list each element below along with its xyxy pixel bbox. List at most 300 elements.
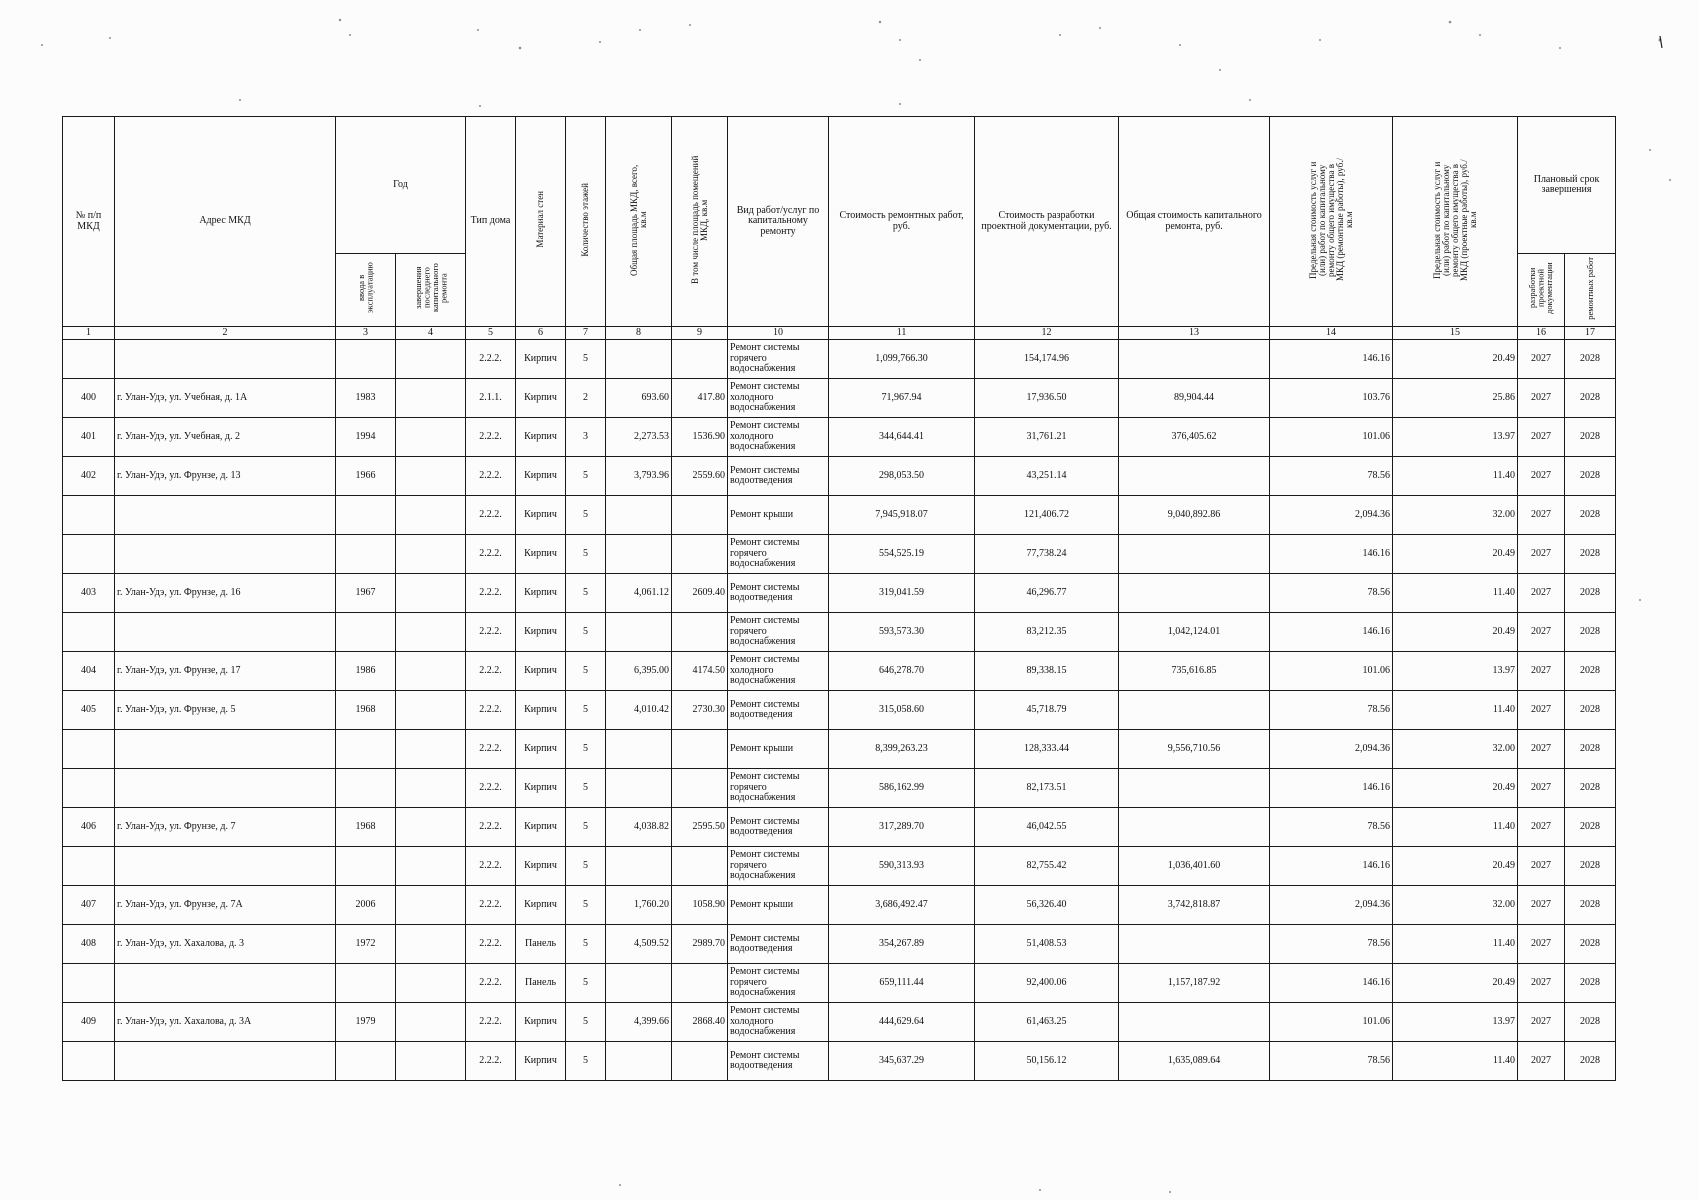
column-number: 13 <box>1119 327 1270 340</box>
house-type-cell: 2.2.2. <box>466 1042 516 1081</box>
living-area-cell: 1536.90 <box>672 418 728 457</box>
repair-cost-cell: 354,267.89 <box>829 925 975 964</box>
house-type-cell: 2.2.2. <box>466 808 516 847</box>
table-row <box>63 1042 1616 1081</box>
year-commission-cell <box>336 847 396 886</box>
header-year-last-repair <box>396 254 466 327</box>
design-cost-cell: 45,718.79 <box>975 691 1119 730</box>
repair-cost-cell: 590,313.93 <box>829 847 975 886</box>
floors-cell: 5 <box>566 652 606 691</box>
total-area-cell <box>606 613 672 652</box>
header-year: Год <box>336 117 466 254</box>
deadline-design-cell: 2027 <box>1518 496 1565 535</box>
limit-repair-cell: 146.16 <box>1270 769 1393 808</box>
deadline-design-cell: 2027 <box>1518 535 1565 574</box>
floors-cell: 5 <box>566 730 606 769</box>
living-area-cell <box>672 613 728 652</box>
limit-repair-cell: 2,094.36 <box>1270 730 1393 769</box>
total-area-cell: 693.60 <box>606 379 672 418</box>
year-commission-cell: 1968 <box>336 691 396 730</box>
deadline-works-cell: 2028 <box>1565 847 1616 886</box>
capital-repair-table <box>62 116 1616 1081</box>
year-last-repair-cell <box>396 418 466 457</box>
limit-repair-cell: 101.06 <box>1270 652 1393 691</box>
deadline-design-cell: 2027 <box>1518 613 1565 652</box>
deadline-design-cell: 2027 <box>1518 379 1565 418</box>
header-deadline: Плановый срок завершения <box>1518 117 1616 254</box>
repair-cost-cell: 554,525.19 <box>829 535 975 574</box>
total-area-cell <box>606 730 672 769</box>
year-commission-cell: 1968 <box>336 808 396 847</box>
floors-cell: 5 <box>566 769 606 808</box>
year-commission-cell: 1967 <box>336 574 396 613</box>
work-type-cell: Ремонт крыши <box>728 730 829 769</box>
address-cell: г. Улан-Удэ, ул. Учебная, д. 2 <box>115 418 336 457</box>
table-row <box>63 964 1616 1003</box>
deadline-works-cell: 2028 <box>1565 496 1616 535</box>
column-number: 1 <box>63 327 115 340</box>
work-type-cell: Ремонт системы холодного водоснабжения <box>728 379 829 418</box>
limit-design-cell: 11.40 <box>1393 925 1518 964</box>
house-type-cell: 2.2.2. <box>466 340 516 379</box>
total-cost-cell <box>1119 691 1270 730</box>
floors-cell: 5 <box>566 574 606 613</box>
limit-repair-cell: 78.56 <box>1270 1042 1393 1081</box>
repair-cost-cell: 1,099,766.30 <box>829 340 975 379</box>
floors-cell: 5 <box>566 964 606 1003</box>
floors-cell: 5 <box>566 1003 606 1042</box>
total-area-cell: 4,509.52 <box>606 925 672 964</box>
row-number <box>63 340 115 379</box>
living-area-cell <box>672 730 728 769</box>
wall-material-cell: Кирпич <box>516 418 566 457</box>
repair-cost-cell: 344,644.41 <box>829 418 975 457</box>
year-commission-cell <box>336 340 396 379</box>
total-cost-cell: 89,904.44 <box>1119 379 1270 418</box>
work-type-cell: Ремонт крыши <box>728 496 829 535</box>
limit-design-cell: 11.40 <box>1393 457 1518 496</box>
column-number: 8 <box>606 327 672 340</box>
house-type-cell: 2.1.1. <box>466 379 516 418</box>
total-cost-cell: 376,405.62 <box>1119 418 1270 457</box>
total-cost-cell <box>1119 808 1270 847</box>
work-type-cell: Ремонт системы водоотведения <box>728 808 829 847</box>
floors-cell: 5 <box>566 535 606 574</box>
limit-repair-cell: 2,094.36 <box>1270 886 1393 925</box>
deadline-works-cell: 2028 <box>1565 964 1616 1003</box>
row-number <box>63 847 115 886</box>
address-cell <box>115 964 336 1003</box>
limit-design-cell: 13.97 <box>1393 652 1518 691</box>
house-type-cell: 2.2.2. <box>466 886 516 925</box>
repair-cost-cell: 7,945,918.07 <box>829 496 975 535</box>
year-commission-cell <box>336 769 396 808</box>
year-commission-cell: 1986 <box>336 652 396 691</box>
header-address: Адрес МКД <box>115 117 336 327</box>
total-cost-cell <box>1119 535 1270 574</box>
house-type-cell: 2.2.2. <box>466 925 516 964</box>
design-cost-cell: 82,755.42 <box>975 847 1119 886</box>
year-commission-cell: 1979 <box>336 1003 396 1042</box>
floors-cell: 5 <box>566 808 606 847</box>
total-cost-cell: 1,157,187.92 <box>1119 964 1270 1003</box>
column-number: 14 <box>1270 327 1393 340</box>
header-deadline-design-text: разработки проектной документации <box>1527 262 1555 315</box>
deadline-design-cell: 2027 <box>1518 652 1565 691</box>
header-wall-material-text: Материал стен <box>535 191 546 249</box>
address-cell <box>115 1042 336 1081</box>
table-row <box>63 613 1616 652</box>
repair-cost-cell: 315,058.60 <box>829 691 975 730</box>
deadline-works-cell: 2028 <box>1565 652 1616 691</box>
total-cost-cell <box>1119 1003 1270 1042</box>
floors-cell: 5 <box>566 340 606 379</box>
floors-cell: 5 <box>566 496 606 535</box>
column-number: 16 <box>1518 327 1565 340</box>
limit-repair-cell: 146.16 <box>1270 847 1393 886</box>
total-cost-cell <box>1119 340 1270 379</box>
repair-cost-cell: 593,573.30 <box>829 613 975 652</box>
deadline-design-cell: 2027 <box>1518 730 1565 769</box>
table-row <box>63 652 1616 691</box>
deadline-design-cell: 2027 <box>1518 340 1565 379</box>
repair-cost-cell: 317,289.70 <box>829 808 975 847</box>
header-no: № п/п МКД <box>63 117 115 327</box>
total-area-cell <box>606 535 672 574</box>
deadline-design-cell: 2027 <box>1518 574 1565 613</box>
address-cell <box>115 496 336 535</box>
house-type-cell: 2.2.2. <box>466 691 516 730</box>
row-number <box>63 964 115 1003</box>
limit-design-cell: 32.00 <box>1393 886 1518 925</box>
limit-design-cell: 20.49 <box>1393 535 1518 574</box>
column-number-row <box>63 327 1616 340</box>
house-type-cell: 2.2.2. <box>466 613 516 652</box>
row-number: 406 <box>63 808 115 847</box>
living-area-cell: 2868.40 <box>672 1003 728 1042</box>
total-area-cell: 1,760.20 <box>606 886 672 925</box>
total-area-cell: 3,793.96 <box>606 457 672 496</box>
total-cost-cell: 735,616.85 <box>1119 652 1270 691</box>
address-cell: г. Улан-Удэ, ул. Фрунзе, д. 17 <box>115 652 336 691</box>
limit-design-cell: 13.97 <box>1393 1003 1518 1042</box>
column-number: 15 <box>1393 327 1518 340</box>
year-last-repair-cell <box>396 886 466 925</box>
year-commission-cell: 1994 <box>336 418 396 457</box>
table-row <box>63 925 1616 964</box>
deadline-works-cell: 2028 <box>1565 1042 1616 1081</box>
row-number: 405 <box>63 691 115 730</box>
year-last-repair-cell <box>396 808 466 847</box>
deadline-design-cell: 2027 <box>1518 1042 1565 1081</box>
floors-cell: 5 <box>566 847 606 886</box>
row-number <box>63 1042 115 1081</box>
limit-design-cell: 32.00 <box>1393 496 1518 535</box>
deadline-design-cell: 2027 <box>1518 964 1565 1003</box>
wall-material-cell: Кирпич <box>516 652 566 691</box>
header-floors <box>566 117 606 327</box>
deadline-works-cell: 2028 <box>1565 418 1616 457</box>
work-type-cell: Ремонт системы холодного водоснабжения <box>728 652 829 691</box>
repair-cost-cell: 3,686,492.47 <box>829 886 975 925</box>
design-cost-cell: 46,296.77 <box>975 574 1119 613</box>
repair-cost-cell: 659,111.44 <box>829 964 975 1003</box>
floors-cell: 5 <box>566 925 606 964</box>
deadline-design-cell: 2027 <box>1518 808 1565 847</box>
wall-material-cell: Кирпич <box>516 691 566 730</box>
table-row <box>63 691 1616 730</box>
table-row <box>63 847 1616 886</box>
table-row <box>63 808 1616 847</box>
design-cost-cell: 89,338.15 <box>975 652 1119 691</box>
row-number: 409 <box>63 1003 115 1042</box>
wall-material-cell: Панель <box>516 925 566 964</box>
repair-cost-cell: 319,041.59 <box>829 574 975 613</box>
header-work-type: Вид работ/услуг по капитальному ремонту <box>728 117 829 327</box>
header-row-main <box>63 117 1616 254</box>
work-type-cell: Ремонт системы горячего водоснабжения <box>728 769 829 808</box>
house-type-cell: 2.2.2. <box>466 418 516 457</box>
row-number <box>63 496 115 535</box>
header-wall-material <box>516 117 566 327</box>
address-cell <box>115 847 336 886</box>
table-row <box>63 418 1616 457</box>
column-number: 10 <box>728 327 829 340</box>
living-area-cell: 2595.50 <box>672 808 728 847</box>
header-year-commission <box>336 254 396 327</box>
work-type-cell: Ремонт системы холодного водоснабжения <box>728 1003 829 1042</box>
total-cost-cell: 3,742,818.87 <box>1119 886 1270 925</box>
year-commission-cell <box>336 1042 396 1081</box>
row-number <box>63 613 115 652</box>
row-number <box>63 535 115 574</box>
year-commission-cell <box>336 535 396 574</box>
limit-design-cell: 20.49 <box>1393 613 1518 652</box>
wall-material-cell: Кирпич <box>516 574 566 613</box>
year-last-repair-cell <box>396 925 466 964</box>
limit-repair-cell: 146.16 <box>1270 613 1393 652</box>
year-commission-cell <box>336 496 396 535</box>
deadline-design-cell: 2027 <box>1518 886 1565 925</box>
house-type-cell: 2.2.2. <box>466 457 516 496</box>
total-cost-cell: 9,556,710.56 <box>1119 730 1270 769</box>
header-deadline-design <box>1518 254 1565 327</box>
living-area-cell: 2989.70 <box>672 925 728 964</box>
address-cell <box>115 769 336 808</box>
address-cell <box>115 730 336 769</box>
design-cost-cell: 77,738.24 <box>975 535 1119 574</box>
total-area-cell <box>606 340 672 379</box>
limit-repair-cell: 146.16 <box>1270 340 1393 379</box>
address-cell: г. Улан-Удэ, ул. Фрунзе, д. 16 <box>115 574 336 613</box>
row-number: 401 <box>63 418 115 457</box>
row-number: 404 <box>63 652 115 691</box>
repair-cost-cell: 71,967.94 <box>829 379 975 418</box>
header-total-cost: Общая стоимость капитального ремонта, руб. <box>1119 117 1270 327</box>
year-last-repair-cell <box>396 535 466 574</box>
work-type-cell: Ремонт системы горячего водоснабжения <box>728 613 829 652</box>
living-area-cell: 2730.30 <box>672 691 728 730</box>
column-number: 7 <box>566 327 606 340</box>
address-cell <box>115 340 336 379</box>
row-number: 400 <box>63 379 115 418</box>
house-type-cell: 2.2.2. <box>466 730 516 769</box>
living-area-cell <box>672 1042 728 1081</box>
living-area-cell: 2559.60 <box>672 457 728 496</box>
living-area-cell <box>672 496 728 535</box>
total-cost-cell <box>1119 574 1270 613</box>
living-area-cell: 1058.90 <box>672 886 728 925</box>
row-number: 408 <box>63 925 115 964</box>
limit-repair-cell: 103.76 <box>1270 379 1393 418</box>
wall-material-cell: Кирпич <box>516 496 566 535</box>
row-number: 407 <box>63 886 115 925</box>
house-type-cell: 2.2.2. <box>466 496 516 535</box>
limit-repair-cell: 78.56 <box>1270 574 1393 613</box>
year-commission-cell <box>336 613 396 652</box>
deadline-works-cell: 2028 <box>1565 457 1616 496</box>
deadline-design-cell: 2027 <box>1518 691 1565 730</box>
house-type-cell: 2.2.2. <box>466 964 516 1003</box>
year-commission-cell: 1983 <box>336 379 396 418</box>
total-area-cell <box>606 1042 672 1081</box>
column-number: 5 <box>466 327 516 340</box>
repair-cost-cell: 8,399,263.23 <box>829 730 975 769</box>
limit-design-cell: 20.49 <box>1393 847 1518 886</box>
design-cost-cell: 82,173.51 <box>975 769 1119 808</box>
work-type-cell: Ремонт системы горячего водоснабжения <box>728 847 829 886</box>
deadline-works-cell: 2028 <box>1565 1003 1616 1042</box>
address-cell: г. Улан-Удэ, ул. Учебная, д. 1А <box>115 379 336 418</box>
header-living-area <box>672 117 728 327</box>
deadline-works-cell: 2028 <box>1565 340 1616 379</box>
row-number: 403 <box>63 574 115 613</box>
year-last-repair-cell <box>396 1042 466 1081</box>
column-number: 9 <box>672 327 728 340</box>
living-area-cell: 4174.50 <box>672 652 728 691</box>
wall-material-cell: Кирпич <box>516 379 566 418</box>
house-type-cell: 2.2.2. <box>466 847 516 886</box>
address-cell: г. Улан-Удэ, ул. Хахалова, д. 3А <box>115 1003 336 1042</box>
work-type-cell: Ремонт системы горячего водоснабжения <box>728 535 829 574</box>
total-area-cell: 4,010.42 <box>606 691 672 730</box>
design-cost-cell: 121,406.72 <box>975 496 1119 535</box>
limit-repair-cell: 78.56 <box>1270 808 1393 847</box>
repair-cost-cell: 444,629.64 <box>829 1003 975 1042</box>
work-type-cell: Ремонт системы водоотведения <box>728 925 829 964</box>
address-cell: г. Улан-Удэ, ул. Фрунзе, д. 7 <box>115 808 336 847</box>
repair-cost-cell: 586,162.99 <box>829 769 975 808</box>
floors-cell: 3 <box>566 418 606 457</box>
header-living-area-text: В том числе площадь помещений МКД, кв.м <box>689 155 709 284</box>
total-area-cell: 2,273.53 <box>606 418 672 457</box>
work-type-cell: Ремонт системы водоотведения <box>728 457 829 496</box>
header-year-last-repair-text: завершения последнего капитального ремонта <box>412 263 448 313</box>
living-area-cell <box>672 964 728 1003</box>
column-number: 12 <box>975 327 1119 340</box>
deadline-works-cell: 2028 <box>1565 379 1616 418</box>
living-area-cell: 2609.40 <box>672 574 728 613</box>
table-row <box>63 1003 1616 1042</box>
table-row <box>63 340 1616 379</box>
year-last-repair-cell <box>396 613 466 652</box>
header-year-commission-text: ввода в эксплуатацию <box>356 262 375 314</box>
total-cost-cell <box>1119 769 1270 808</box>
year-last-repair-cell <box>396 691 466 730</box>
year-last-repair-cell <box>396 574 466 613</box>
design-cost-cell: 17,936.50 <box>975 379 1119 418</box>
floors-cell: 5 <box>566 457 606 496</box>
header-limit-repair <box>1270 117 1393 327</box>
work-type-cell: Ремонт системы горячего водоснабжения <box>728 964 829 1003</box>
limit-design-cell: 32.00 <box>1393 730 1518 769</box>
table-row <box>63 886 1616 925</box>
work-type-cell: Ремонт системы водоотведения <box>728 691 829 730</box>
limit-repair-cell: 146.16 <box>1270 535 1393 574</box>
deadline-design-cell: 2027 <box>1518 925 1565 964</box>
column-number: 3 <box>336 327 396 340</box>
header-limit-design <box>1393 117 1518 327</box>
column-number: 2 <box>115 327 336 340</box>
living-area-cell: 417.80 <box>672 379 728 418</box>
deadline-design-cell: 2027 <box>1518 769 1565 808</box>
house-type-cell: 2.2.2. <box>466 652 516 691</box>
limit-design-cell: 20.49 <box>1393 340 1518 379</box>
address-cell <box>115 613 336 652</box>
work-type-cell: Ремонт системы горячего водоснабжения <box>728 340 829 379</box>
floors-cell: 5 <box>566 886 606 925</box>
limit-repair-cell: 101.06 <box>1270 1003 1393 1042</box>
deadline-works-cell: 2028 <box>1565 808 1616 847</box>
limit-design-cell: 20.49 <box>1393 769 1518 808</box>
wall-material-cell: Кирпич <box>516 769 566 808</box>
work-type-cell: Ремонт системы водоотведения <box>728 574 829 613</box>
total-area-cell: 4,038.82 <box>606 808 672 847</box>
address-cell: г. Улан-Удэ, ул. Фрунзе, д. 7А <box>115 886 336 925</box>
wall-material-cell: Кирпич <box>516 847 566 886</box>
house-type-cell: 2.2.2. <box>466 769 516 808</box>
address-cell: г. Улан-Удэ, ул. Фрунзе, д. 13 <box>115 457 336 496</box>
wall-material-cell: Кирпич <box>516 1042 566 1081</box>
row-number: 402 <box>63 457 115 496</box>
total-cost-cell: 1,042,124.01 <box>1119 613 1270 652</box>
deadline-works-cell: 2028 <box>1565 691 1616 730</box>
total-cost-cell <box>1119 925 1270 964</box>
deadline-design-cell: 2027 <box>1518 457 1565 496</box>
year-last-repair-cell <box>396 1003 466 1042</box>
repair-cost-cell: 646,278.70 <box>829 652 975 691</box>
total-area-cell <box>606 847 672 886</box>
deadline-works-cell: 2028 <box>1565 769 1616 808</box>
house-type-cell: 2.2.2. <box>466 535 516 574</box>
header-deadline-works <box>1565 254 1616 327</box>
design-cost-cell: 50,156.12 <box>975 1042 1119 1081</box>
house-type-cell: 2.2.2. <box>466 574 516 613</box>
header-repair-cost: Стоимость ремонтных работ, руб. <box>829 117 975 327</box>
living-area-cell <box>672 340 728 379</box>
total-area-cell: 4,061.12 <box>606 574 672 613</box>
wall-material-cell: Кирпич <box>516 1003 566 1042</box>
design-cost-cell: 128,333.44 <box>975 730 1119 769</box>
deadline-design-cell: 2027 <box>1518 847 1565 886</box>
limit-repair-cell: 78.56 <box>1270 691 1393 730</box>
design-cost-cell: 61,463.25 <box>975 1003 1119 1042</box>
wall-material-cell: Кирпич <box>516 457 566 496</box>
table-row <box>63 574 1616 613</box>
deadline-works-cell: 2028 <box>1565 535 1616 574</box>
living-area-cell <box>672 847 728 886</box>
wall-material-cell: Кирпич <box>516 613 566 652</box>
